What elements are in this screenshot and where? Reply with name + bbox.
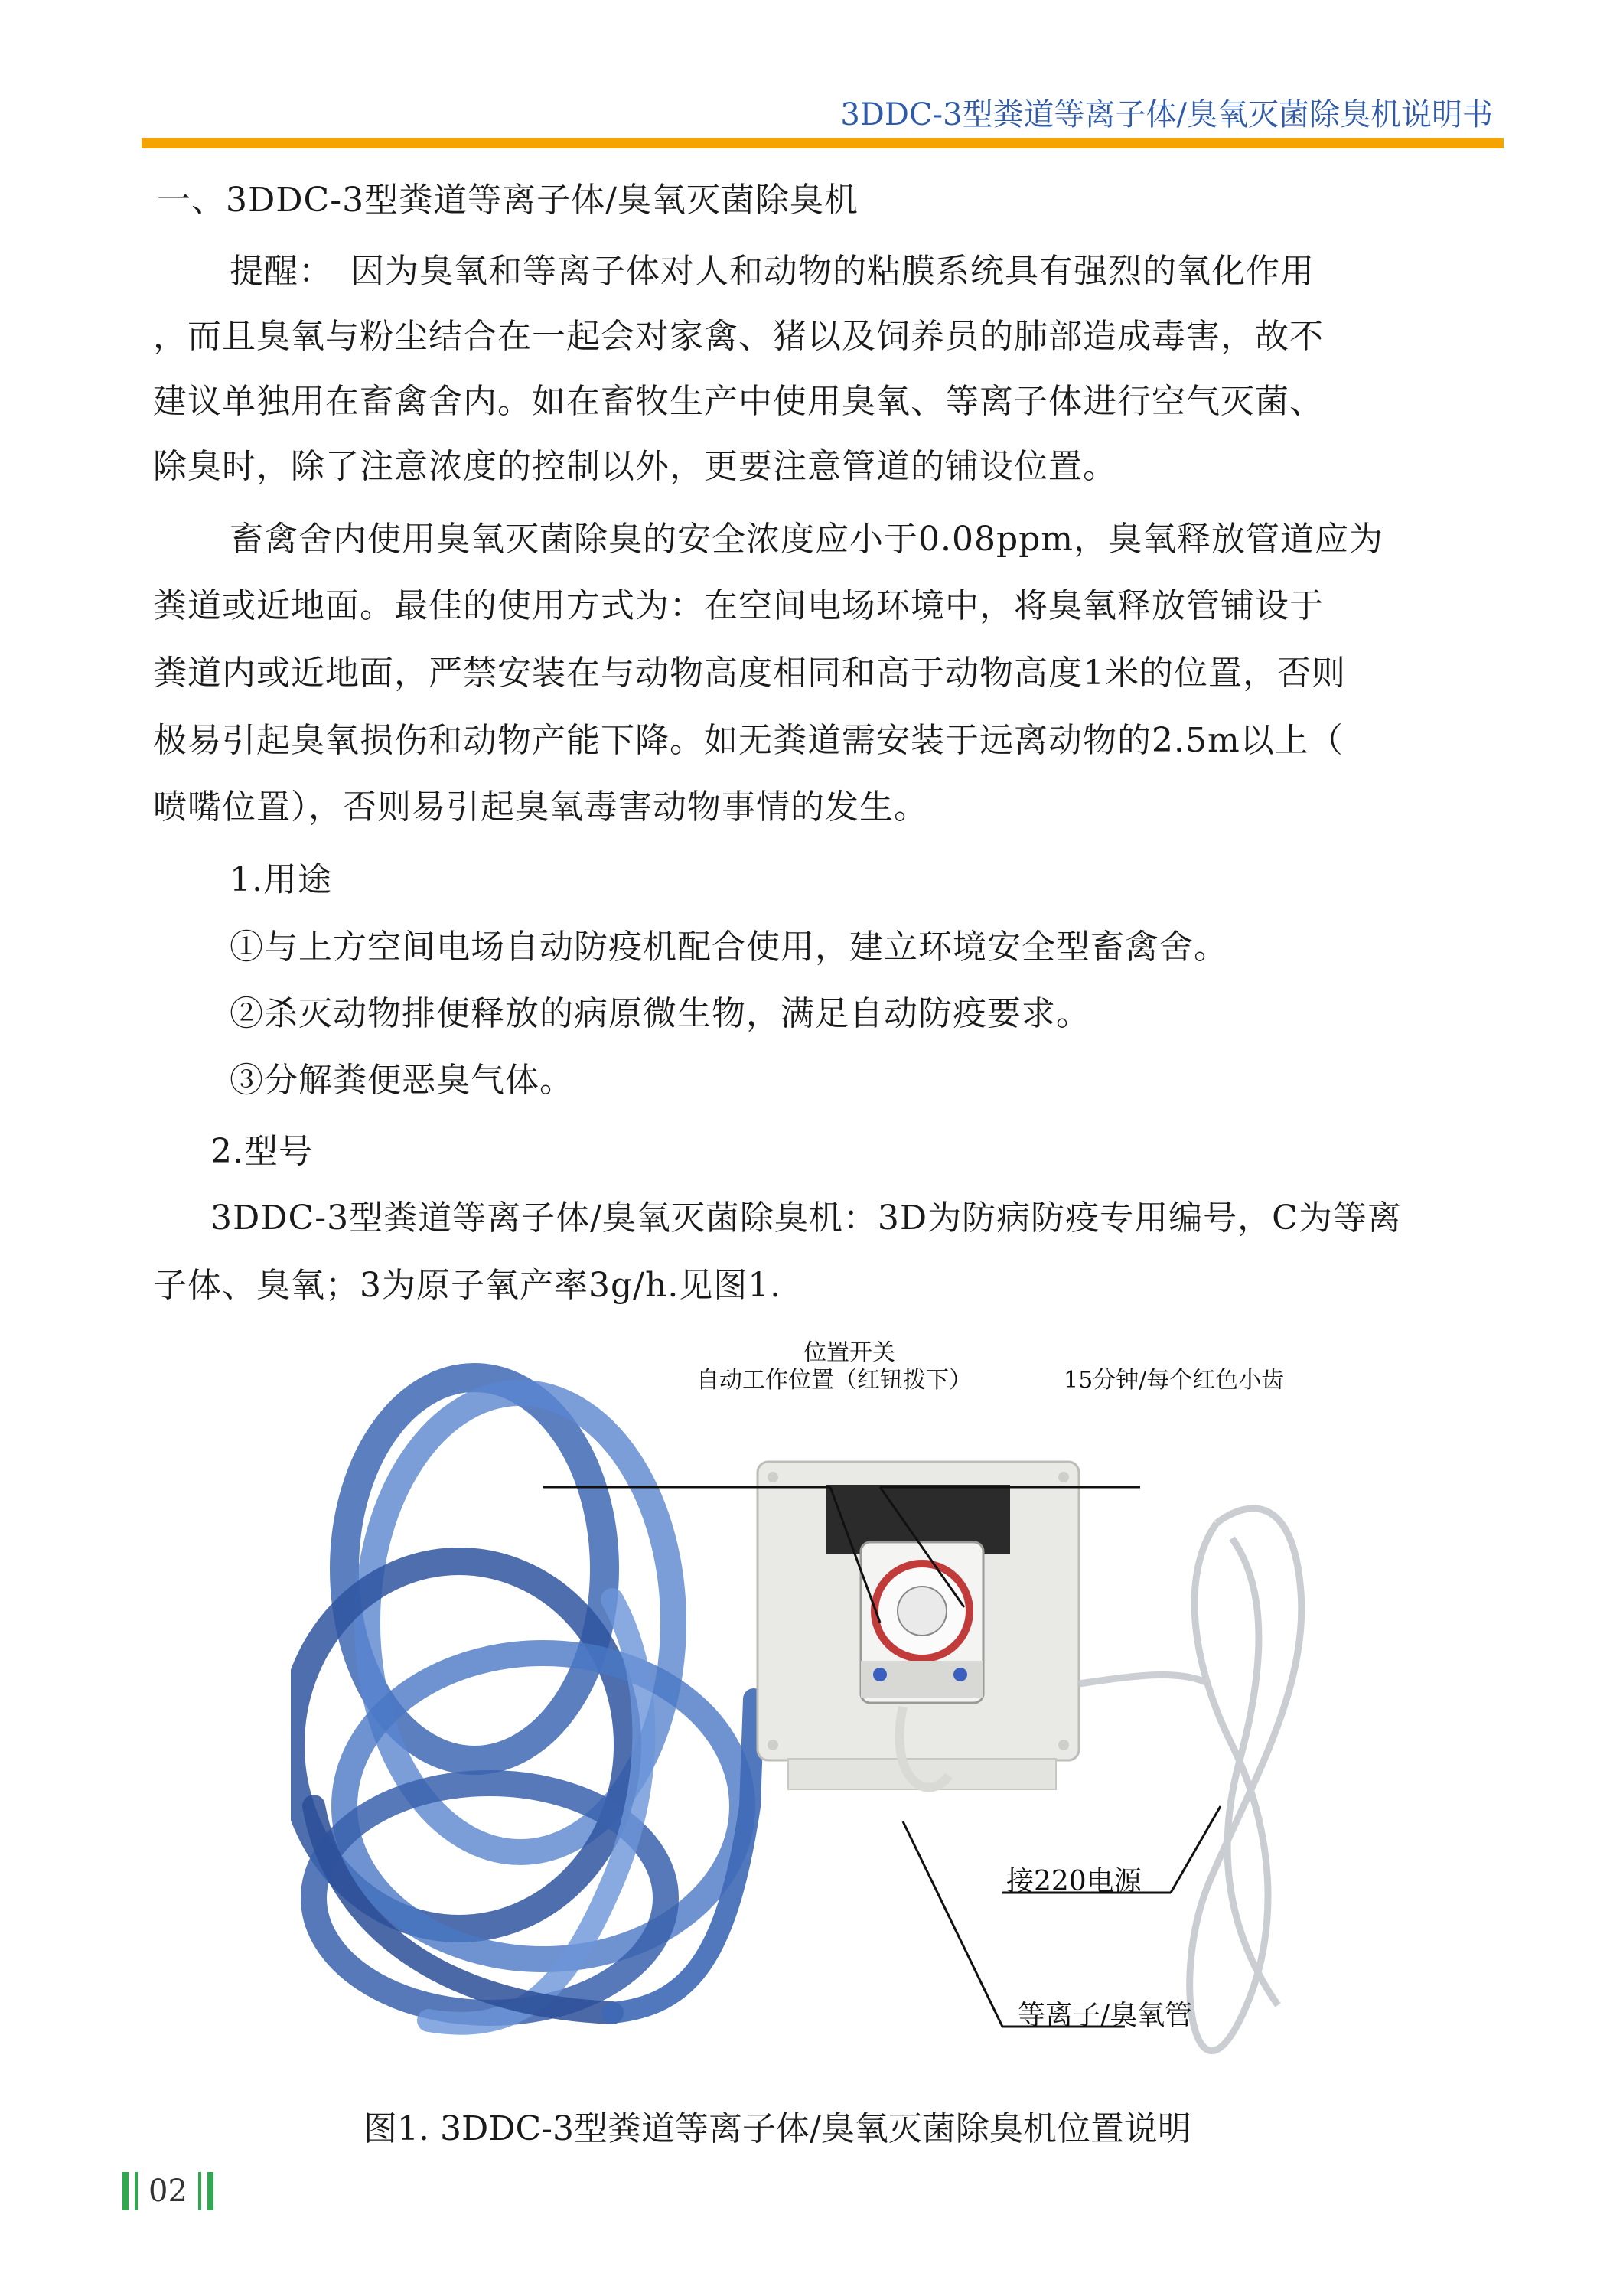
- page-number-group: [122, 2172, 213, 2210]
- blue-hose-coil: [291, 1378, 754, 2024]
- model-line-2: 子体、臭氧；3为原子氧产率3g/h.见图1.: [153, 1266, 782, 1305]
- power-cable: [1079, 1508, 1302, 2051]
- reminder-line-1: 提醒： 因为臭氧和等离子体对人和动物的粘膜系统具有强烈的氧化作用: [230, 252, 1315, 291]
- safety-line-1: 畜禽舍内使用臭氧灭菌除臭的安全浓度应小于0.08ppm，臭氧释放管道应为: [230, 520, 1384, 559]
- safety-line-5: 喷嘴位置），否则易引起臭氧毒害动物事情的发生。: [153, 788, 928, 827]
- annotation-switch-title: 位置开关: [803, 1339, 895, 1366]
- annotation-timer: 15分钟/每个红色小齿: [1064, 1367, 1285, 1394]
- reminder-line-2: ，而且臭氧与粉尘结合在一起会对家禽、猪以及饲养员的肺部造成毒害，故不: [153, 317, 1324, 356]
- reminder-line-4: 除臭时，除了注意浓度的控制以外，更要注意管道的铺设位置。: [153, 447, 1117, 486]
- section-title: 一、3DDC-3型粪道等离子体/臭氧灭菌除臭机: [157, 181, 859, 220]
- header-rule: [142, 138, 1504, 148]
- annotation-tube: 等离子/臭氧管: [1018, 2000, 1193, 2031]
- running-header: 3DDC-3型粪道等离子体/臭氧灭菌除臭机说明书: [840, 97, 1493, 132]
- page-number: 02: [148, 2174, 187, 2209]
- control-box: [758, 1462, 1079, 1789]
- uses-item-2: ②杀灭动物排便释放的病原微生物，满足自动防疫要求。: [230, 994, 1090, 1033]
- reminder-line-3: 建议单独用在畜禽舍内。如在畜牧生产中使用臭氧、等离子体进行空气灭菌、: [153, 382, 1324, 421]
- page-number-accent-right: [207, 2172, 213, 2210]
- uses-item-3: ③分解粪便恶臭气体。: [230, 1061, 574, 1100]
- uses-item-1: ①与上方空间电场自动防疫机配合使用，建立环境安全型畜禽舍。: [230, 928, 1228, 967]
- annotation-power: 接220电源: [1006, 1866, 1142, 1897]
- uses-heading: 1.用途: [230, 860, 332, 899]
- model-line-1: 3DDC-3型粪道等离子体/臭氧灭菌除臭机：3D为防病防疫专用编号，C为等离: [210, 1199, 1402, 1238]
- model-heading: 2.型号: [210, 1132, 313, 1171]
- page-number-accent-left: [122, 2172, 129, 2210]
- page-number-accent-right-thin: [198, 2172, 201, 2210]
- safety-line-3: 粪道内或近地面，严禁安装在与动物高度相同和高于动物高度1米的位置，否则: [153, 654, 1346, 693]
- device-figure: [291, 1339, 1362, 2066]
- safety-line-2: 粪道或近地面。最佳的使用方式为：在空间电场环境中，将臭氧释放管铺设于: [153, 586, 1324, 625]
- annotation-switch-detail: 自动工作位置（红钮拨下）: [696, 1367, 972, 1394]
- safety-line-4: 极易引起臭氧损伤和动物产能下降。如无粪道需安装于远离动物的2.5m以上（: [153, 721, 1344, 760]
- page-number-accent-left-thin: [135, 2172, 138, 2210]
- device-photo: [291, 1347, 1362, 2066]
- figure-caption: 图1. 3DDC-3型粪道等离子体/臭氧灭菌除臭机位置说明: [363, 2109, 1191, 2148]
